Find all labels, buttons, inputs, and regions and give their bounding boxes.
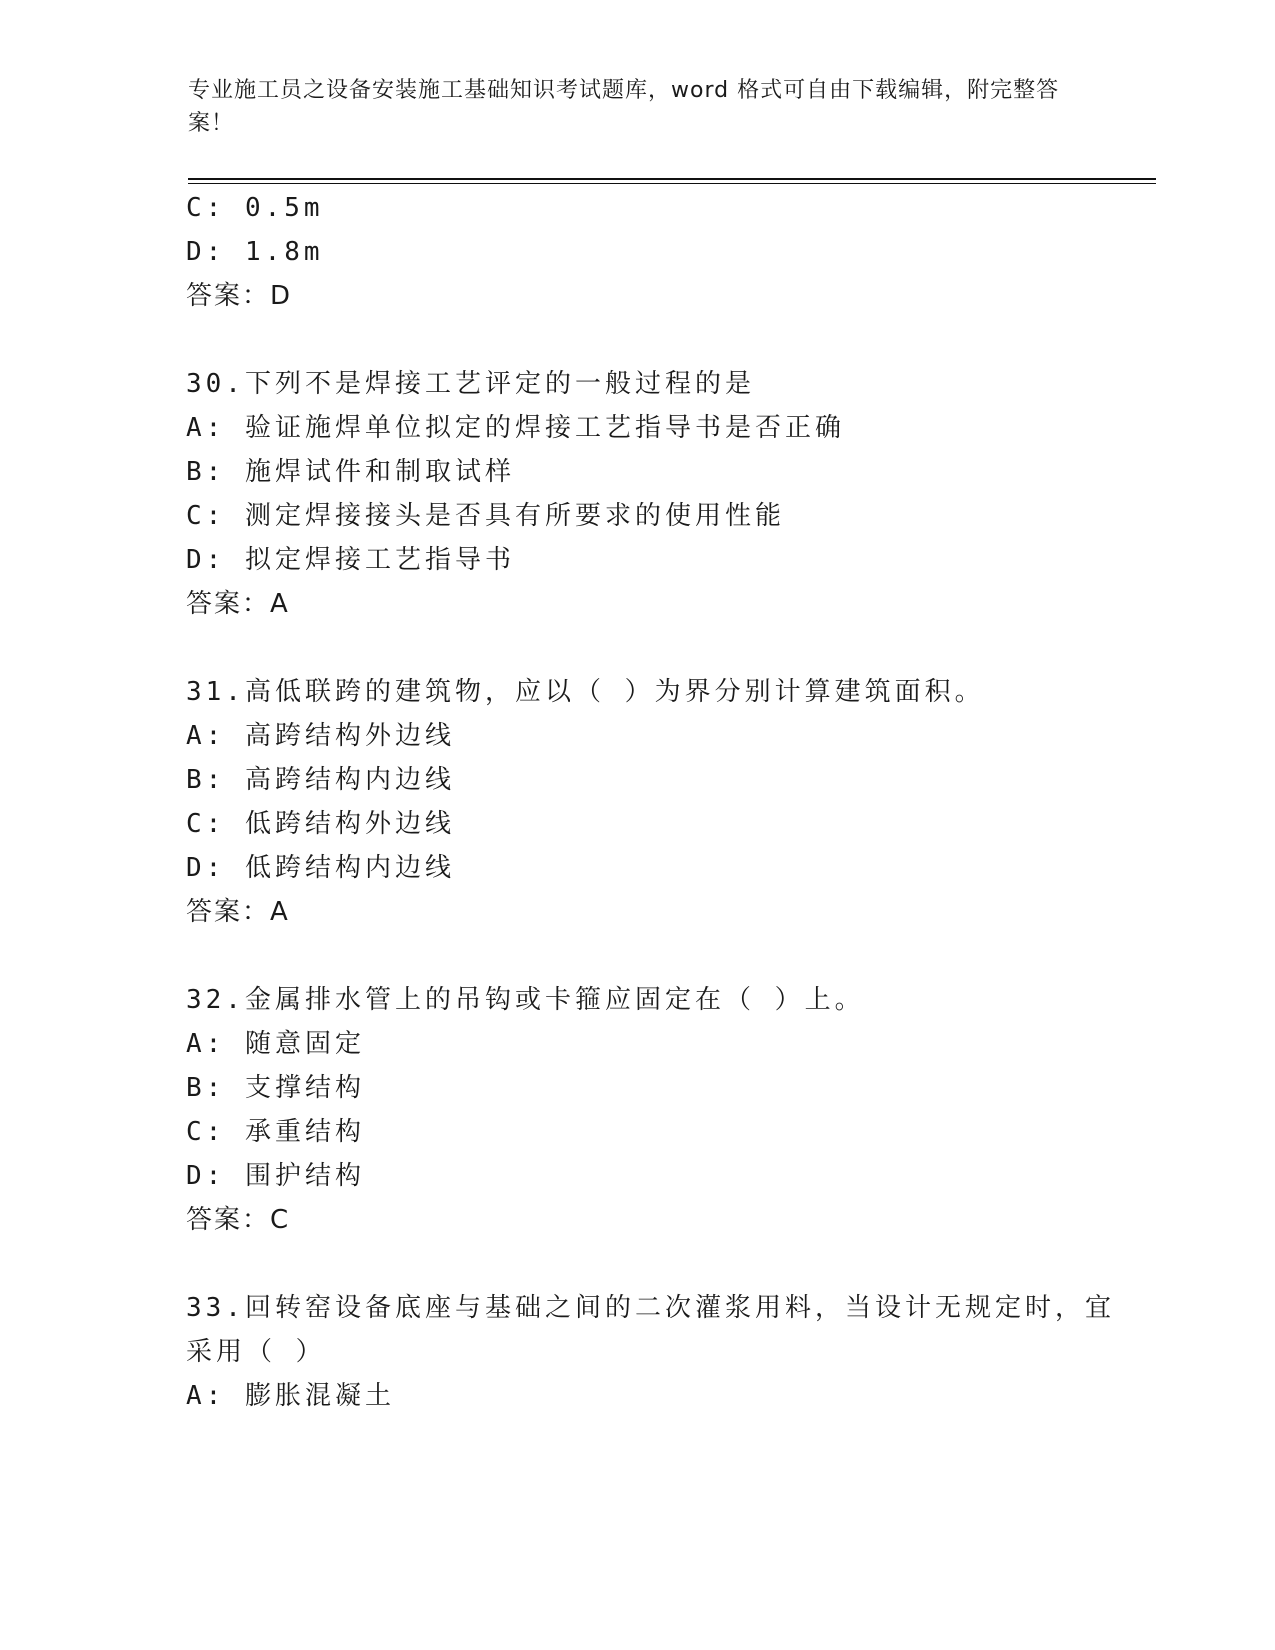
answer-line: 答案：A: [186, 897, 290, 927]
option-d: D: 围护结构: [186, 1161, 365, 1191]
header-divider-thin: [188, 183, 1156, 184]
option-d: D: 拟定焊接工艺指导书: [186, 545, 515, 575]
option-b: B: 施焊试件和制取试样: [186, 457, 515, 487]
question-stem: 31.高低联跨的建筑物，应以（ ）为界分别计算建筑面积。: [186, 677, 985, 707]
question-stem: 32.金属排水管上的吊钩或卡箍应固定在（ ）上。: [186, 985, 865, 1015]
document-header: 专业施工员之设备安装施工基础知识考试题库，word 格式可自由下载编辑，附完整答案！: [188, 78, 1060, 136]
question-stem: 33.回转窑设备底座与基础之间的二次灌浆用料，当设计无规定时，宜: [186, 1293, 1115, 1323]
question-stem: 30.下列不是焊接工艺评定的一般过程的是: [186, 369, 755, 399]
option-c: C: 0.5m: [186, 193, 324, 223]
option-b: B: 高跨结构内边线: [186, 765, 455, 795]
question-stem-continued: 采用（ ）: [186, 1337, 326, 1367]
option-d: D: 低跨结构内边线: [186, 853, 455, 883]
option-c: C: 测定焊接接头是否具有所要求的使用性能: [186, 501, 785, 531]
option-c: C: 承重结构: [186, 1117, 365, 1147]
option-c: C: 低跨结构外边线: [186, 809, 455, 839]
option-b: B: 支撑结构: [186, 1073, 365, 1103]
option-a: A: 验证施焊单位拟定的焊接工艺指导书是否正确: [186, 413, 845, 443]
answer-line: 答案：A: [186, 589, 290, 619]
answer-line: 答案：C: [186, 1205, 291, 1235]
option-a: A: 高跨结构外边线: [186, 721, 455, 751]
option-a: A: 随意固定: [186, 1029, 365, 1059]
answer-line: 答案：D: [186, 281, 293, 311]
header-divider-thick: [188, 178, 1156, 180]
option-a: A: 膨胀混凝土: [186, 1381, 395, 1411]
option-d: D: 1.8m: [186, 237, 324, 267]
